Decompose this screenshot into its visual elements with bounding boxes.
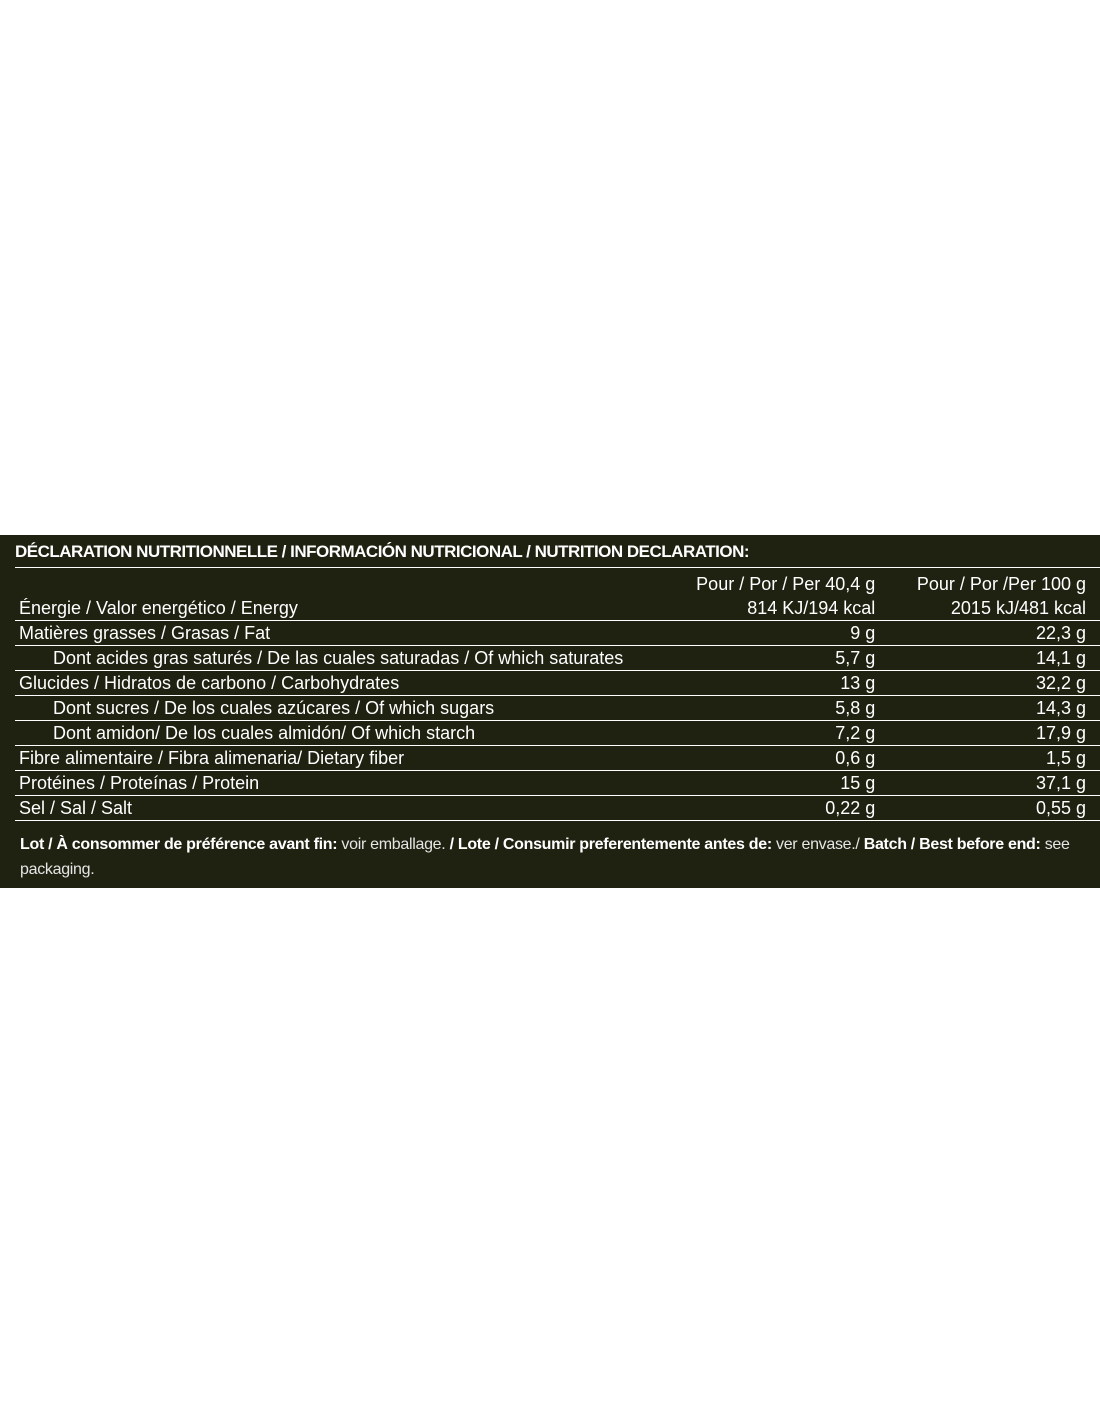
table-row (15, 671, 1100, 696)
table-row (15, 596, 1100, 621)
row-value-portion: 0,6 g (623, 746, 877, 771)
row-label: Protéines / Proteínas / Protein (15, 771, 623, 796)
header-label-cell (15, 572, 623, 596)
nutrition-panel (0, 535, 1100, 888)
footer-es-value: ver envase./ (771, 836, 860, 853)
footer-en-label: Batch / Best before end: (859, 836, 1041, 853)
row-label: Dont amidon/ De los cuales almidón/ Of which starch (15, 721, 623, 746)
row-value-portion: 5,7 g (623, 646, 877, 671)
row-value-100g: 0,55 g (891, 796, 1100, 821)
row-label: Dont acides gras saturés / De las cuales saturadas / Of which saturates (15, 646, 623, 671)
table-row (15, 621, 1100, 646)
table-row (15, 771, 1100, 796)
row-label: Énergie / Valor energético / Energy (15, 596, 623, 621)
row-label: Glucides / Hidratos de carbono / Carbohydrates (15, 671, 623, 696)
row-value-100g: 32,2 g (891, 671, 1100, 696)
row-value-100g: 14,1 g (891, 646, 1100, 671)
header-per-portion: Pour / Por / Per 40,4 g (696, 574, 876, 594)
row-value-portion: 0,22 g (623, 796, 877, 821)
row-value-portion: 9 g (623, 621, 877, 646)
row-value-portion: 7,2 g (623, 721, 877, 746)
table-row (15, 696, 1100, 721)
row-value-100g: 2015 kJ/481 kcal (891, 596, 1100, 621)
row-value-100g: 17,9 g (891, 721, 1100, 746)
row-value-portion: 15 g (623, 771, 877, 796)
row-label: Fibre alimentaire / Fibra alimenaria/ Dietary fiber (15, 746, 623, 771)
row-value-portion: 814 KJ/194 kcal (623, 596, 877, 621)
batch-best-before-note (20, 832, 1094, 882)
row-label: Matières grasses / Grasas / Fat (15, 621, 623, 646)
row-value-100g: 1,5 g (891, 746, 1100, 771)
row-label: Dont sucres / De los cuales azúcares / Of which sugars (15, 696, 623, 721)
table-row (15, 721, 1100, 746)
footer-en-value: see packaging. (20, 836, 1070, 878)
row-value-100g: 37,1 g (891, 771, 1100, 796)
row-value-100g: 14,3 g (891, 696, 1100, 721)
footer-fr-value: voir emballage. (337, 836, 446, 853)
row-value-100g: 22,3 g (891, 621, 1100, 646)
row-value-portion: 13 g (623, 671, 877, 696)
table-header-row (15, 572, 1100, 596)
header-per-100g: Pour / Por /Per 100 g (916, 574, 1086, 594)
title-divider (15, 567, 1100, 568)
nutrition-table (15, 572, 1100, 821)
row-value-portion: 5,8 g (623, 696, 877, 721)
footer-es-label: / Lote / Consumir preferentemente antes de: (445, 836, 772, 853)
table-row (15, 746, 1100, 771)
table-row (15, 646, 1100, 671)
nutrition-title: DÉCLARATION NUTRITIONNELLE / INFORMACIÓN NUTRICIONAL / NUTRITION DECLARATION: (15, 542, 750, 561)
table-row (15, 796, 1100, 821)
footer-fr-label: Lot / À consommer de préférence avant fin: (20, 836, 338, 853)
row-label: Sel / Sal / Salt (15, 796, 623, 821)
